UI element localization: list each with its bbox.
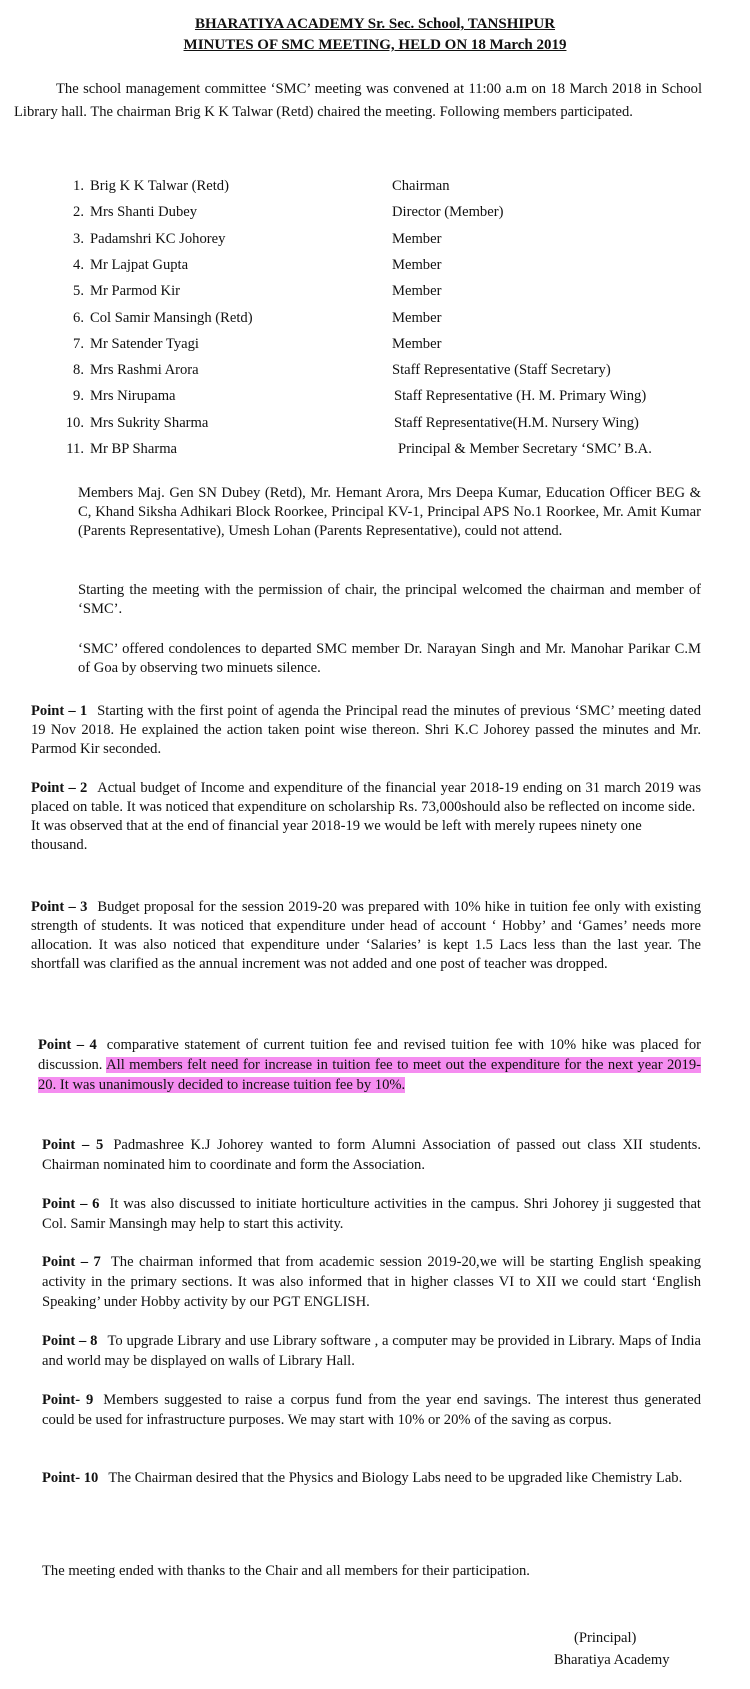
point-3 xyxy=(31,898,701,974)
member-name: Padamshri KC Johorey xyxy=(90,231,226,247)
member-number: 9. xyxy=(73,388,84,404)
document-title: BHARATIYA ACADEMY Sr. Sec. School, TANSHIPUR xyxy=(194,16,556,32)
member-number: 10. xyxy=(65,415,84,431)
member-name: Mr Parmod Kir xyxy=(90,283,180,299)
point-2 xyxy=(31,779,701,855)
welcome-paragraph: Starting the meeting with the permission of chair, the principal welcomed the chairman and member of ‘SMC’. xyxy=(78,582,701,617)
point-4 xyxy=(38,1035,701,1095)
point-label: Point – 7 xyxy=(42,1254,101,1270)
point-label: Point – 1 xyxy=(31,703,88,719)
member-name: Mr Satender Tyagi xyxy=(90,336,199,352)
member-number: 8. xyxy=(73,362,84,378)
member-name: Col Samir Mansingh (Retd) xyxy=(90,310,253,326)
member-name: Mrs Shanti Dubey xyxy=(90,204,198,220)
member-number: 5. xyxy=(73,283,84,299)
member-role: Chairman xyxy=(392,178,450,194)
member-row xyxy=(0,307,750,329)
member-number: 7. xyxy=(73,336,84,352)
member-row xyxy=(0,412,750,434)
point-text: Members suggested to raise a corpus fund from the year end savings. The interest thus generated could be used for infrastructure purposes. We may start with 10% or 20% of the saving as corpus. xyxy=(42,1392,701,1428)
member-role: Member xyxy=(392,310,442,326)
member-name: Mrs Rashmi Arora xyxy=(90,362,199,378)
member-role: Staff Representative (H. M. Primary Wing) xyxy=(394,388,647,404)
point-6 xyxy=(42,1194,701,1234)
point-label: Point – 3 xyxy=(31,899,88,915)
member-number: 1. xyxy=(73,178,84,194)
document-subtitle: MINUTES OF SMC MEETING, HELD ON 18 March 2019 xyxy=(183,37,567,53)
point-text: Actual budget of Income and expenditure of the financial year 2018-19 ending on 31 march 2019 was placed on table. It was noticed that expenditure on scholarship Rs. 73,000should also be reflected on income side. xyxy=(31,780,701,815)
point-label: Point – 5 xyxy=(42,1137,104,1153)
member-role: Director (Member) xyxy=(392,204,504,220)
member-row xyxy=(0,359,750,381)
member-name: Brig K K Talwar (Retd) xyxy=(90,178,229,194)
point-text: The chairman informed that from academic session 2019-20,we will be starting English speaking activity in the primary sections. It was also informed that in higher classes VI to XII we could start ‘English Speaking’ under Hobby activity by our PGT ENGLISH. xyxy=(42,1254,701,1310)
point-9 xyxy=(42,1390,701,1430)
member-role: Staff Representative (Staff Secretary) xyxy=(392,362,611,378)
member-row xyxy=(0,438,750,460)
highlighted-decision: All members felt need for increase in tuition fee to meet out the expenditure for the next year 2019-20. It was unanimously decided to increase tuition fee by 10%. xyxy=(38,1057,702,1093)
member-role: Member xyxy=(392,231,442,247)
point-text: The Chairman desired that the Physics and Biology Labs need to be upgraded like Chemistry Lab. xyxy=(108,1470,683,1486)
point-10 xyxy=(42,1468,701,1488)
condolence-paragraph: ‘SMC’ offered condolences to departed SMC member Dr. Narayan Singh and Mr. Manohar Parikar C.M of Goa by observing two minuets silence. xyxy=(78,641,701,676)
intro-paragraph: The school management committee ‘SMC’ meeting was convened at 11:00 a.m on 18 March 2018 in School Library hall. The chairman Brig K K Talwar (Retd) chaired the meeting. Following members participated. xyxy=(14,81,702,120)
point-label: Point – 6 xyxy=(42,1196,100,1212)
point-8 xyxy=(42,1331,701,1371)
point-5 xyxy=(42,1135,701,1175)
member-name: Mr BP Sharma xyxy=(90,441,178,457)
member-name: Mrs Nirupama xyxy=(90,388,176,404)
point-text: Padmashree K.J Johorey wanted to form Alumni Association of passed out class XII students. Chairman nominated him to coordinate and form the Association. xyxy=(42,1137,701,1173)
member-row xyxy=(0,333,750,355)
point-text: To upgrade Library and use Library software , a computer may be provided in Library. Maps of India and world may be displayed on walls of Library Hall. xyxy=(42,1333,701,1369)
member-number: 4. xyxy=(73,257,84,273)
member-row xyxy=(0,228,750,250)
point-extra: It was observed that at the end of financial year 2018-19 we would be left with merely rupees ninety one thousand. xyxy=(31,818,642,853)
member-row xyxy=(0,175,750,197)
point-label: Point- 10 xyxy=(42,1470,99,1486)
signature-org: Bharatiya Academy xyxy=(554,1652,670,1668)
point-text: comparative statement of current tuition fee and revised tuition fee with 10% hike was placed for discussion. xyxy=(38,1037,701,1073)
point-label: Point- 9 xyxy=(42,1392,94,1408)
point-text: It was also discussed to initiate horticulture activities in the campus. Shri Johorey ji suggested that Col. Samir Mansingh may help to start this activity. xyxy=(42,1196,701,1232)
point-text: Budget proposal for the session 2019-20 was prepared with 10% hike in tuition fee only with existing strength of students. It was noticed that expenditure under head of account ‘ Hobby’ and ‘Games’ needs more allocation. It was also noticed that expenditure under ‘Salaries’ is kept 1.5 Lacs less than the last year. The shortfall was clarified as the annual increment was not added and one post of teacher was dropped. xyxy=(31,899,701,972)
member-number: 2. xyxy=(73,204,84,220)
member-number: 6. xyxy=(73,310,84,326)
member-role: Member xyxy=(392,283,442,299)
member-row xyxy=(0,254,750,276)
member-row xyxy=(0,201,750,223)
member-name: Mrs Sukrity Sharma xyxy=(90,415,209,431)
point-label: Point – 4 xyxy=(38,1037,97,1053)
point-7 xyxy=(42,1252,701,1312)
member-number: 11. xyxy=(66,441,84,457)
member-row xyxy=(0,280,750,302)
member-role: Principal & Member Secretary ‘SMC’ B.A. xyxy=(398,441,652,457)
point-label: Point – 8 xyxy=(42,1333,98,1349)
point-label: Point – 2 xyxy=(31,780,88,796)
member-name: Mr Lajpat Gupta xyxy=(90,257,189,273)
member-role: Staff Representative(H.M. Nursery Wing) xyxy=(394,415,639,431)
signature-title: (Principal) xyxy=(574,1630,637,1646)
member-number: 3. xyxy=(73,231,84,247)
member-role: Member xyxy=(392,257,442,273)
member-row xyxy=(0,385,750,407)
member-role: Member xyxy=(392,336,442,352)
absent-members-paragraph: Members Maj. Gen SN Dubey (Retd), Mr. Hemant Arora, Mrs Deepa Kumar, Education Officer BEG & C, Khand Siksha Adhikari Block Roorkee, Principal KV-1, Principal APS No.1 Roorkee, Mr. Amit Kumar (Parents Representative), Umesh Lohan (Parents Representative), could not attend. xyxy=(78,485,701,539)
point-1 xyxy=(31,702,701,759)
point-text: Starting with the first point of agenda the Principal read the minutes of previous ‘SMC’ meeting dated 19 Nov 2018. He explained the action taken point wise thereon. Shri K.C Johorey passed the minutes and Mr. Parmod Kir seconded. xyxy=(31,703,701,757)
closing-paragraph: The meeting ended with thanks to the Chair and all members for their participation. xyxy=(42,1563,530,1579)
